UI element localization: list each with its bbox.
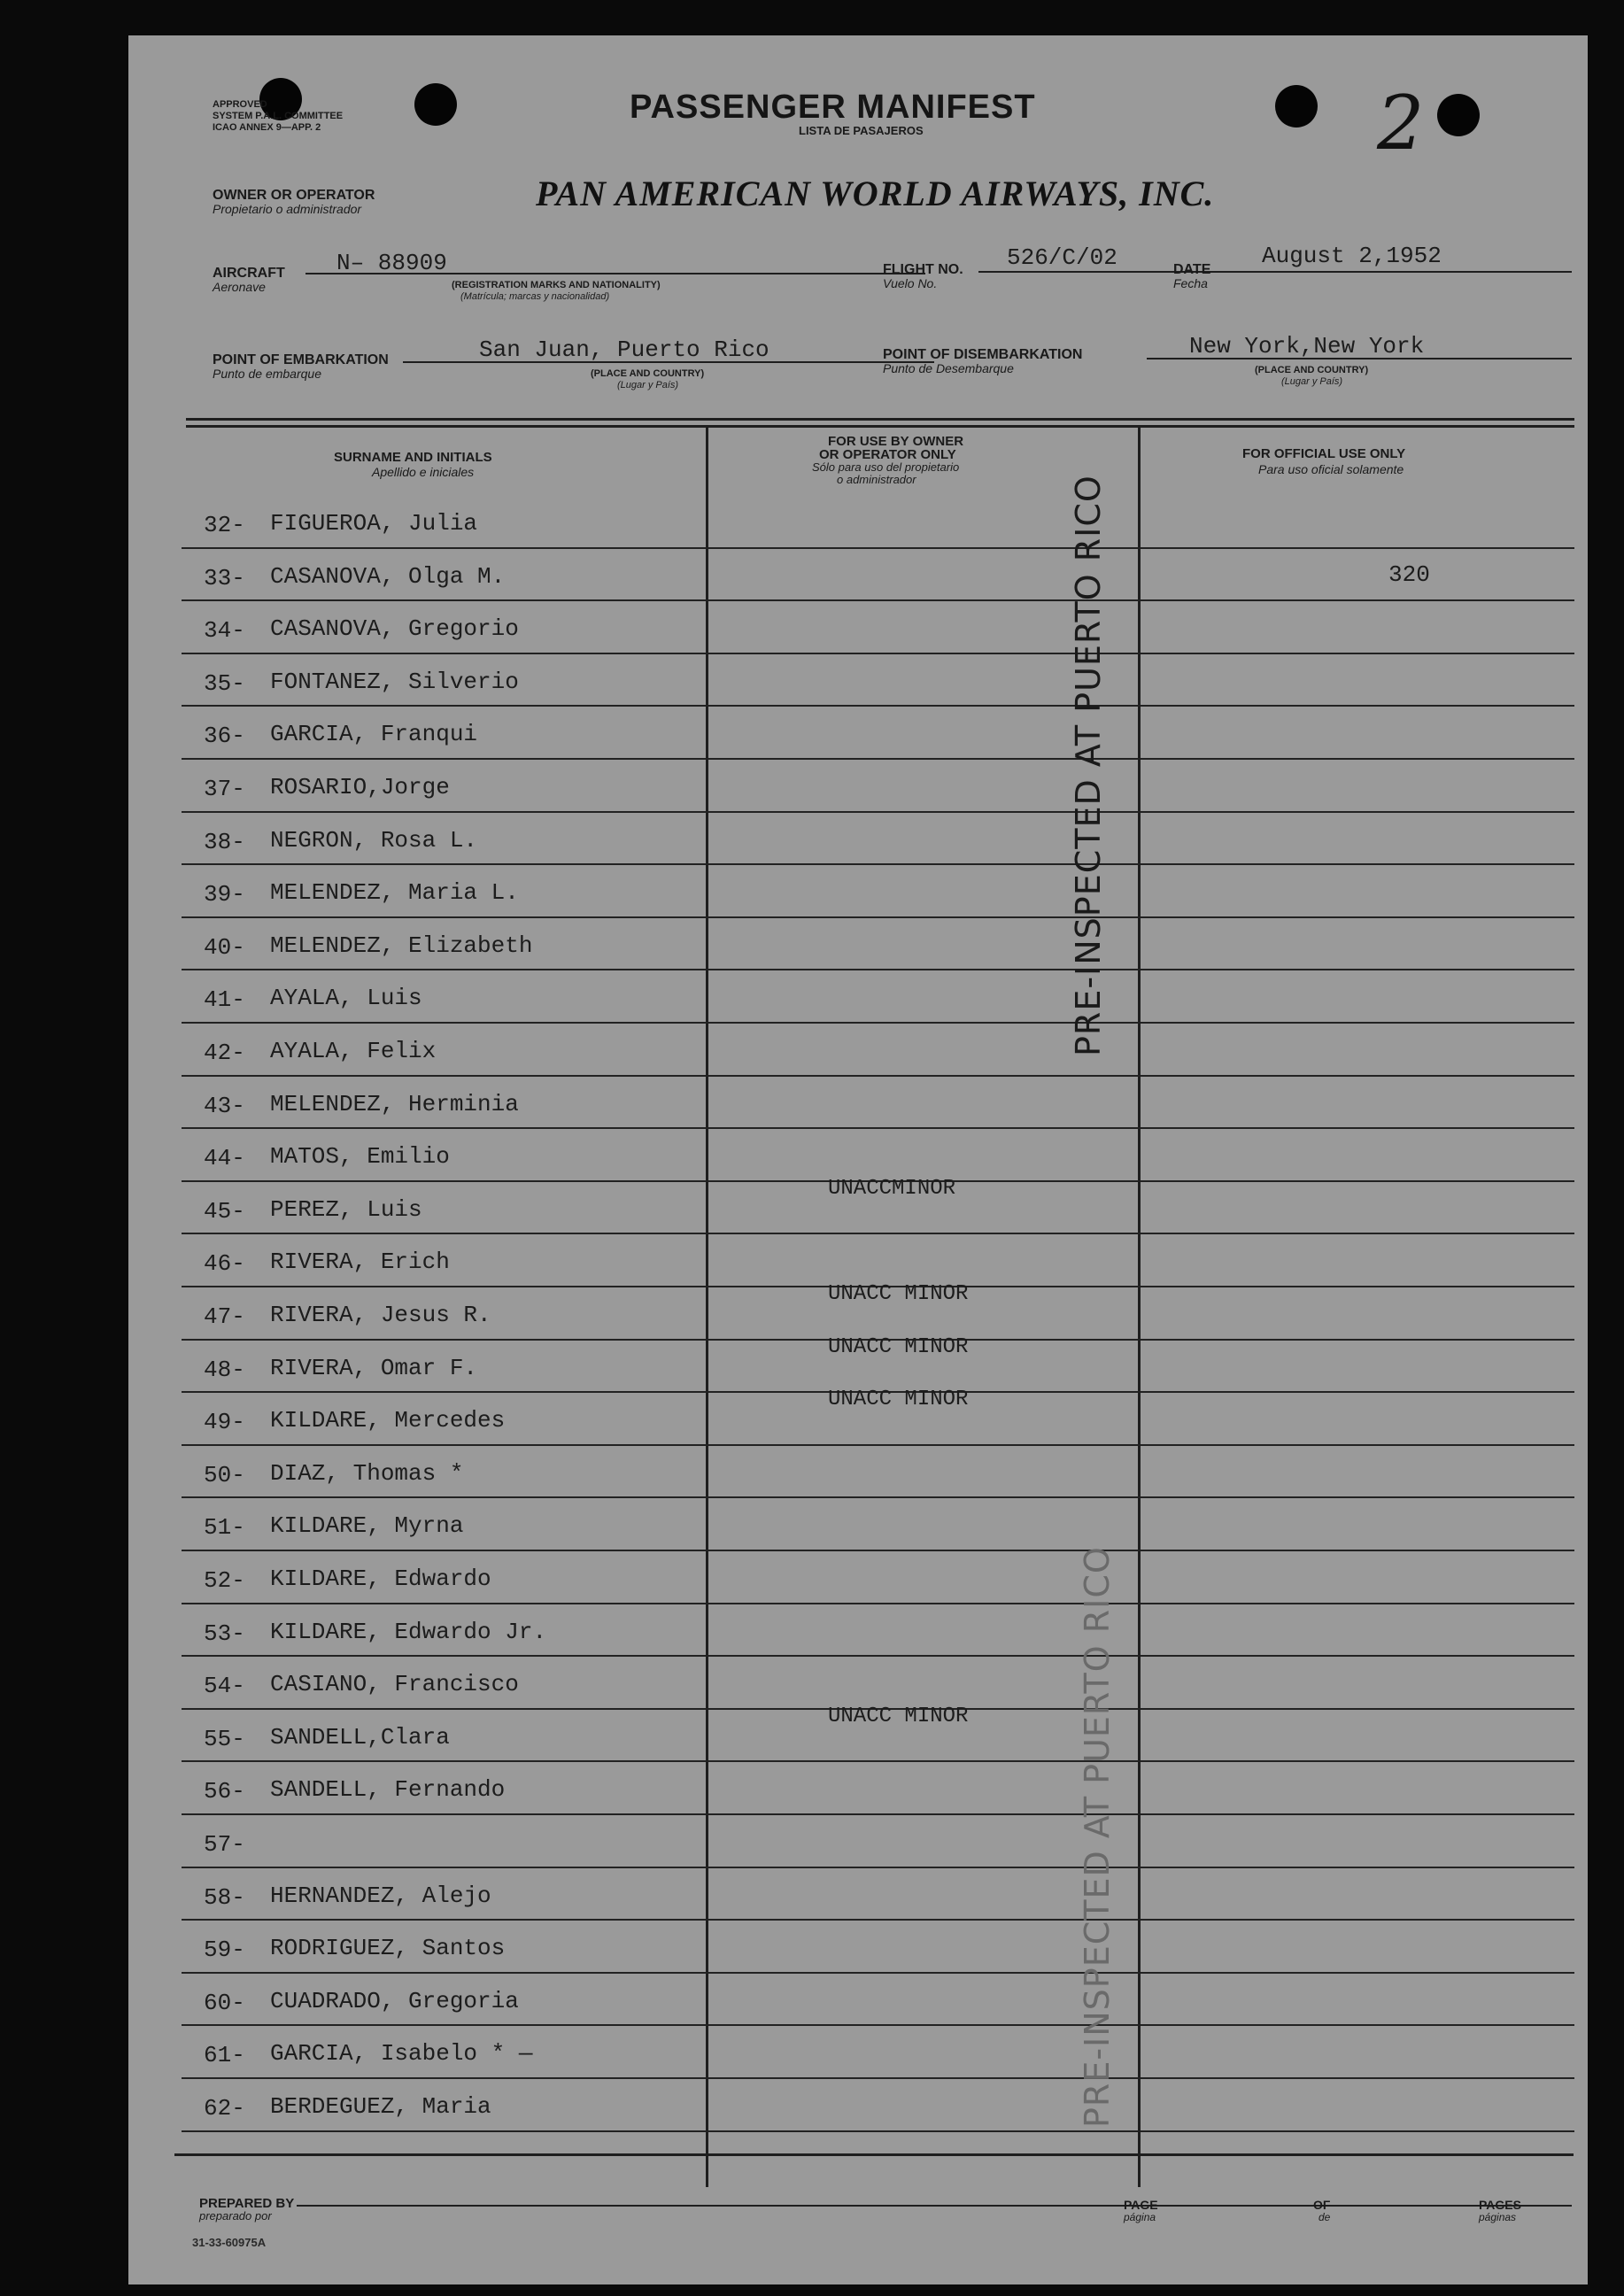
row-number: 49- — [204, 1409, 245, 1436]
passenger-name: SANDELL,Clara — [270, 1723, 450, 1751]
row-divider — [182, 1127, 1574, 1129]
passenger-name: AYALA, Luis — [270, 985, 422, 1012]
approval-line-1: APPROVED — [213, 99, 267, 110]
passenger-name: CASIANO, Francisco — [270, 1671, 519, 1698]
row-number: 43- — [204, 1092, 245, 1119]
operator-note: UNACC MINOR — [828, 1704, 969, 1728]
aircraft-label: AIRCRAFT — [213, 266, 285, 281]
page-label: PAGE — [1124, 2198, 1158, 2212]
row-divider — [182, 1075, 1574, 1077]
passenger-name: GARCIA, Isabelo * — — [270, 2040, 533, 2068]
page-label-es: página — [1124, 2211, 1156, 2223]
disembarkation-place-note: (PLACE AND COUNTRY) — [1255, 365, 1369, 375]
row-number: 55- — [204, 1725, 245, 1752]
row-divider — [182, 1603, 1574, 1604]
passenger-name: MELENDEZ, Herminia — [270, 1090, 519, 1117]
row-divider — [182, 1813, 1574, 1815]
row-divider — [182, 599, 1574, 601]
row-number: 53- — [204, 1620, 245, 1647]
embarkation-value: San Juan, Puerto Rico — [479, 336, 769, 363]
row-divider — [182, 705, 1574, 707]
passenger-name: RIVERA, Erich — [270, 1248, 450, 1276]
passenger-name: MELENDEZ, Elizabeth — [270, 932, 533, 959]
punch-hole — [414, 83, 457, 126]
owner-label-es: Propietario o administrador — [213, 202, 362, 216]
passenger-name: KILDARE, Myrna — [270, 1512, 464, 1540]
punch-hole — [1275, 85, 1318, 128]
passenger-name: HERNANDEZ, Alejo — [270, 1882, 491, 1909]
row-divider — [182, 1233, 1574, 1234]
approval-line-2: SYSTEM P.A.L. COMMITTEE — [213, 111, 344, 121]
passenger-name: DIAZ, Thomas * — [270, 1459, 464, 1487]
passenger-name: KILDARE, Edwardo Jr. — [270, 1618, 547, 1645]
prepared-by-label: PREPARED BY — [199, 2196, 295, 2211]
operator-name: PAN AMERICAN WORLD AIRWAYS, INC. — [536, 174, 1215, 213]
passenger-name: RIVERA, Jesus R. — [270, 1302, 491, 1328]
row-divider — [182, 811, 1574, 813]
passenger-name: FONTANEZ, Silverio — [270, 668, 519, 695]
passenger-name: FIGUEROA, Julia — [270, 510, 478, 537]
row-number: 46- — [204, 1250, 245, 1278]
column-header-owner-es-2: o administrador — [837, 473, 916, 486]
owner-label: OWNER OR OPERATOR — [213, 188, 375, 203]
punch-hole — [1437, 94, 1480, 136]
row-number: 52- — [204, 1567, 245, 1594]
passenger-name: BERDEGUEZ, Maria — [270, 2093, 491, 2120]
passenger-name: CASANOVA, Olga M. — [270, 562, 506, 590]
row-number: 45- — [204, 1197, 245, 1225]
flight-label: FLIGHT NO. — [883, 262, 963, 277]
embarkation-place-note-es: (Lugar y País) — [617, 380, 679, 390]
row-number: 39- — [204, 881, 245, 908]
row-number: 51- — [204, 1514, 245, 1542]
row-number: 37- — [204, 776, 245, 802]
flight-value: 526/C/02 — [1007, 244, 1117, 271]
operator-note: UNACCMINOR — [828, 1176, 956, 1201]
row-divider — [182, 1496, 1574, 1498]
column-header-owner-es-1: Sólo para uso del propietario — [812, 460, 960, 474]
row-divider — [182, 863, 1574, 865]
row-divider — [182, 2130, 1574, 2132]
passenger-name: NEGRON, Rosa L. — [270, 826, 478, 854]
passenger-name: MELENDEZ, Maria L. — [270, 879, 519, 907]
operator-note: UNACC MINOR — [828, 1334, 969, 1359]
page-title: PASSENGER MANIFEST — [630, 89, 1036, 126]
row-divider — [182, 916, 1574, 918]
row-number: 47- — [204, 1303, 245, 1330]
registration-note-es: (Matrícula; marcas y nacionalidad) — [460, 291, 610, 302]
row-number: 36- — [204, 723, 245, 750]
passenger-name: AYALA, Felix — [270, 1038, 437, 1064]
embarkation-label: POINT OF EMBARKATION — [213, 352, 389, 367]
passenger-name: SANDELL, Fernando — [270, 1776, 506, 1804]
row-number: 58- — [204, 1883, 245, 1911]
row-number: 35- — [204, 669, 245, 697]
pages-label-es: páginas — [1479, 2211, 1517, 2223]
pre-inspected-stamp-upper: PRE-INSPECTED AT PUERTO RICO — [1069, 475, 1108, 1056]
row-divider — [182, 1760, 1574, 1762]
row-number: 38- — [204, 828, 245, 855]
row-divider — [182, 1919, 1574, 1921]
row-number: 44- — [204, 1145, 245, 1172]
column-header-surname: SURNAME AND INITIALS — [334, 450, 492, 465]
manifest-sheet — [128, 35, 1588, 2284]
passenger-name: CUADRADO, Gregoria — [270, 1987, 519, 2014]
row-divider — [182, 1972, 1574, 1974]
row-number: 61- — [204, 2042, 245, 2069]
aircraft-label-es: Aeronave — [213, 280, 266, 294]
flight-label-es: Vuelo No. — [883, 276, 938, 290]
passenger-name: KILDARE, Edwardo — [270, 1565, 491, 1592]
of-label: OF — [1313, 2198, 1331, 2212]
passenger-name: MATOS, Emilio — [270, 1143, 450, 1171]
passenger-name: KILDARE, Mercedes — [270, 1407, 506, 1434]
row-divider — [182, 2024, 1574, 2026]
aircraft-value: N– 88909 — [336, 250, 447, 276]
pages-label: PAGES — [1479, 2198, 1521, 2212]
embarkation-label-es: Punto de embarque — [213, 367, 321, 381]
passenger-name: CASANOVA, Gregorio — [270, 615, 519, 643]
disembarkation-place-note-es: (Lugar y País) — [1281, 376, 1343, 387]
row-divider — [182, 1550, 1574, 1551]
row-number: 59- — [204, 1937, 245, 1964]
column-header-surname-es: Apellido e iniciales — [372, 465, 475, 479]
disembarkation-label: POINT OF DISEMBARKATION — [883, 347, 1083, 362]
passenger-name: RIVERA, Omar F. — [270, 1354, 478, 1381]
date-value: August 2,1952 — [1262, 243, 1442, 269]
row-number: 32- — [204, 512, 245, 538]
row-divider — [182, 2077, 1574, 2079]
row-divider — [182, 1022, 1574, 1024]
disembarkation-label-es: Punto de Desembarque — [883, 361, 1014, 375]
row-number: 48- — [204, 1356, 245, 1383]
row-divider — [182, 547, 1574, 549]
passenger-name: ROSARIO,Jorge — [270, 774, 450, 800]
row-divider — [182, 1867, 1574, 1868]
handwritten-page-mark: 2 — [1377, 80, 1425, 166]
pre-inspected-stamp-lower: PRE-INSPECTED AT PUERTO RICO — [1078, 1546, 1117, 2128]
row-number: 50- — [204, 1461, 245, 1488]
date-label-es: Fecha — [1173, 276, 1208, 290]
prepared-by-label-es: preparado por — [199, 2209, 272, 2223]
passenger-name: PEREZ, Luis — [270, 1195, 422, 1223]
row-number: 62- — [204, 2095, 245, 2122]
column-header-official: FOR OFFICIAL USE ONLY — [1242, 446, 1406, 461]
column-header-owner-2: OR OPERATOR ONLY — [819, 447, 956, 462]
row-divider — [182, 969, 1574, 970]
row-number: 57- — [204, 1831, 245, 1858]
of-label-es: de — [1319, 2211, 1331, 2223]
column-header-owner-1: FOR USE BY OWNER — [828, 434, 964, 449]
approval-line-3: ICAO ANNEX 9—APP. 2 — [213, 122, 321, 133]
operator-note: UNACC MINOR — [828, 1388, 969, 1412]
disembarkation-value: New York,New York — [1189, 333, 1425, 359]
date-label: DATE — [1173, 262, 1211, 277]
official-note: 320 — [1388, 560, 1430, 588]
row-number: 40- — [204, 933, 245, 961]
column-header-official-es: Para uso oficial solamente — [1258, 462, 1404, 476]
row-divider — [182, 653, 1574, 654]
page-subtitle: LISTA DE PASAJEROS — [799, 124, 924, 137]
row-number: 56- — [204, 1778, 245, 1805]
registration-note: (REGISTRATION MARKS AND NATIONALITY) — [452, 280, 661, 290]
passenger-name: GARCIA, Franqui — [270, 721, 478, 748]
form-number: 31-33-60975A — [192, 2236, 267, 2249]
row-number: 34- — [204, 617, 245, 645]
row-number: 54- — [204, 1673, 245, 1700]
embarkation-place-note: (PLACE AND COUNTRY) — [591, 368, 705, 379]
row-number: 33- — [204, 564, 245, 591]
passenger-name: RODRIGUEZ, Santos — [270, 1935, 506, 1962]
row-number: 60- — [204, 1989, 245, 2016]
row-divider — [182, 1444, 1574, 1446]
row-number: 42- — [204, 1040, 245, 1066]
row-number: 41- — [204, 986, 245, 1014]
row-divider — [182, 1655, 1574, 1657]
operator-note: UNACC MINOR — [828, 1282, 969, 1306]
row-divider — [182, 758, 1574, 760]
